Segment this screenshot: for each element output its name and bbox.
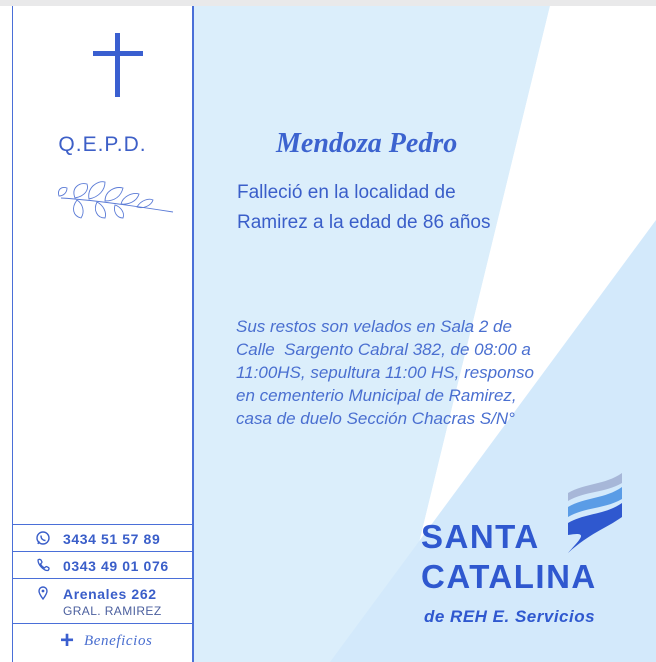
service-details [236,315,586,430]
panel-divider [192,6,194,662]
details-line: Sus restos son velados en Sala 2 de [236,317,512,336]
logo-line-2: CATALINA [421,558,597,595]
benefits-divider [12,623,192,625]
qepd-text: Q.E.P.D. [58,133,147,156]
location-pin-icon [36,586,50,600]
plus-icon: + [60,627,75,654]
deceased-name: Mendoza Pedro [276,128,458,159]
details-line: Calle Sargento Cabral 382, de 08:00 a [236,340,531,359]
phone-row[interactable] [12,551,192,579]
olive-branch-icon [55,176,177,224]
logo-tagline: de REH E. Servicios [424,607,596,626]
address-city: GRAL. RAMIREZ [63,604,162,618]
whatsapp-icon [36,531,50,545]
waves-logo-icon [560,473,630,553]
phone-icon [36,558,50,572]
whatsapp-number: 3434 51 57 89 [63,531,161,547]
death-line: Ramirez a la edad de 86 años [237,212,491,233]
benefits-link[interactable]: Beneficios [84,633,153,649]
cross-icon [93,33,143,97]
death-line: Falleció en la localidad de [237,182,456,203]
whatsapp-row[interactable] [12,524,192,552]
address-street: Arenales 262 [63,586,157,602]
details-line: casa de duelo Sección Chacras S/N° [236,409,515,428]
details-line: 11:00HS, sepultura 11:00 HS, responso [236,363,534,382]
logo-line-1: SANTA [421,518,540,555]
details-line: en cementerio Municipal de Ramirez, [236,386,517,405]
death-notice [237,178,567,238]
phone-number: 0343 49 01 076 [63,558,169,574]
address-row[interactable] [12,578,192,624]
